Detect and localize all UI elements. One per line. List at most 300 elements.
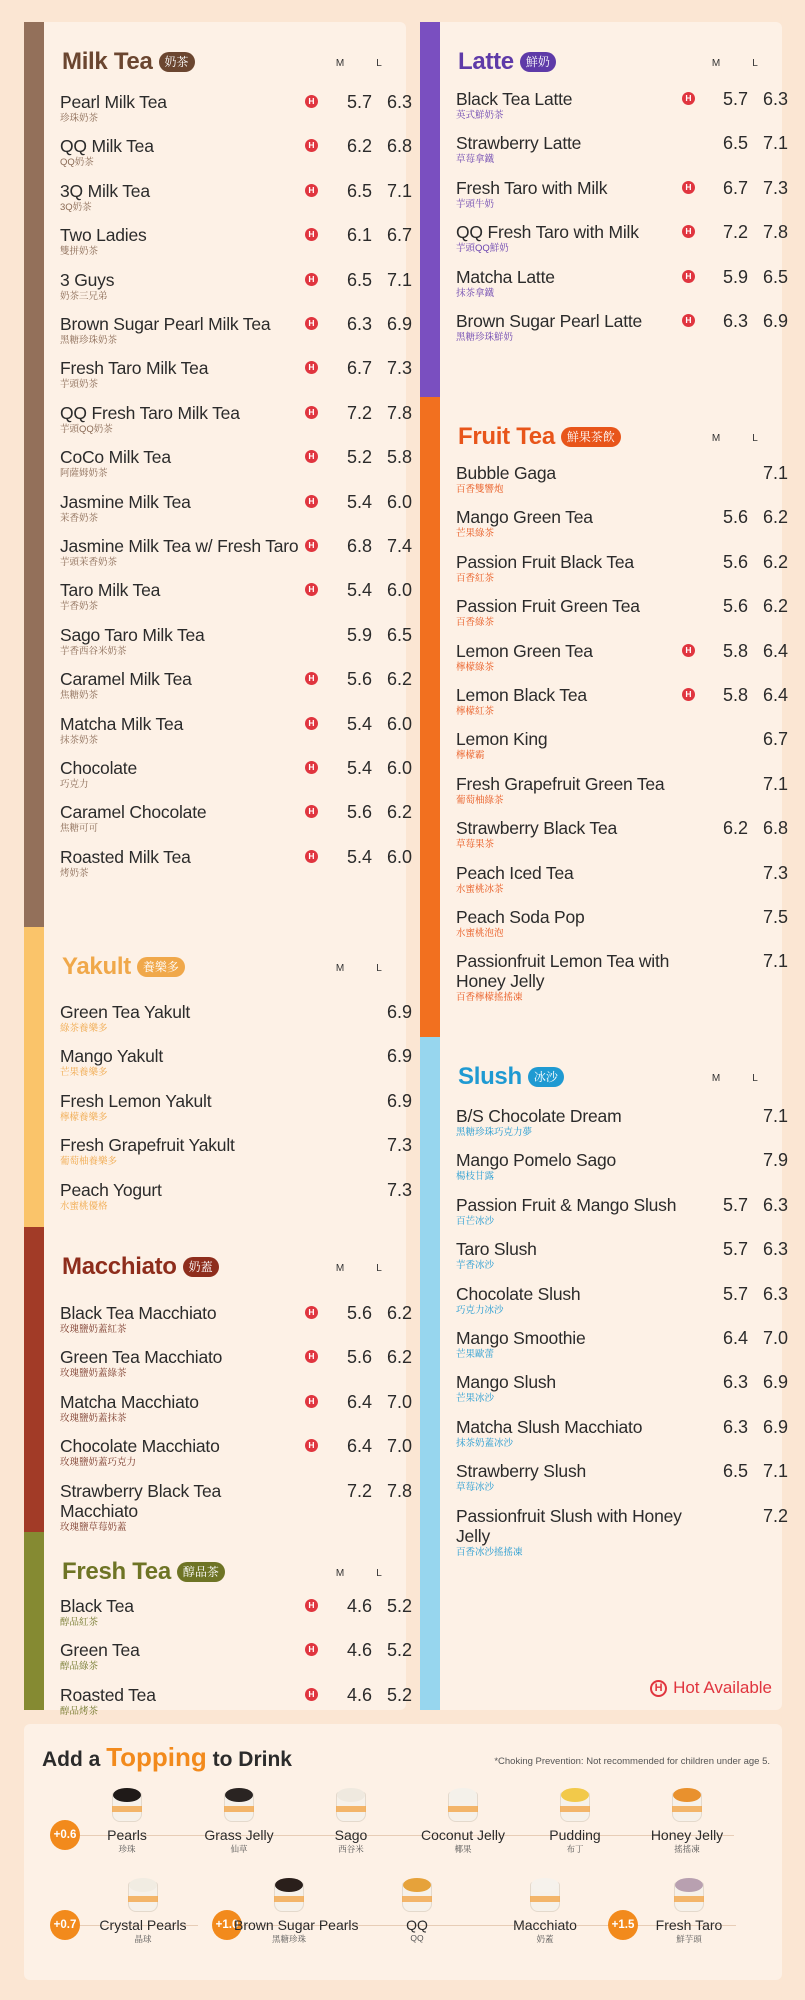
price-large: 7.5 (762, 907, 788, 927)
menu-item (456, 1194, 788, 1235)
menu-item (456, 1239, 788, 1279)
price-medium: 6.2 (722, 818, 748, 839)
price-large: 6.2 (762, 507, 788, 528)
price-large: 6.3 (386, 92, 412, 112)
hot-icon: H (682, 225, 695, 238)
price-medium: 6.5 (346, 269, 372, 290)
menu-item-name: QQ Milk Tea (60, 136, 154, 157)
menu-item (456, 862, 788, 903)
topping-panel (24, 1724, 782, 1980)
menu-item-chinese-name: 檸檬養樂多 (60, 1111, 108, 1123)
menu-item (60, 180, 412, 221)
price-large: 7.3 (386, 1135, 412, 1156)
topping-chinese-name: 仙草 (230, 1844, 248, 1854)
menu-item-name: Caramel Chocolate (60, 802, 207, 823)
menu-item-name: Fresh Grapefruit Green Tea (456, 773, 665, 794)
menu-item (60, 1046, 412, 1086)
menu-item (456, 951, 788, 1004)
hot-icon: H (305, 95, 318, 108)
menu-item-name: Fresh Taro Milk Tea (60, 358, 209, 379)
price-large: 7.1 (762, 133, 788, 154)
price-medium: 4.6 (346, 1684, 372, 1705)
price-large: 6.0 (386, 580, 412, 601)
menu-item (60, 136, 412, 176)
menu-item-name: Strawberry Black Tea Macchiato (60, 1480, 222, 1521)
menu-item-chinese-name: 奶茶三兄弟 (60, 290, 108, 302)
hot-icon: H (305, 1599, 318, 1612)
menu-item-chinese-name: 抹茶奶蓋冰沙 (456, 1437, 514, 1449)
menu-item (60, 1596, 412, 1636)
menu-item-name: Fresh Taro with Milk (456, 177, 608, 198)
hot-icon: H (305, 1395, 318, 1408)
menu-item (60, 447, 412, 487)
menu-item (456, 133, 788, 173)
size-header-l: L (752, 433, 758, 444)
menu-item (456, 818, 788, 858)
menu-item-name: Green Tea Macchiato (60, 1347, 223, 1368)
menu-item-chinese-name: 焦糖可可 (60, 823, 99, 835)
menu-item-chinese-name: 百香綠茶 (456, 617, 495, 629)
menu-item (456, 729, 788, 769)
price-medium: 5.7 (722, 1239, 748, 1260)
menu-item (60, 758, 412, 798)
section-header (62, 1558, 225, 1586)
menu-item-name: Passionfruit Lemon Tea with Honey Jelly (456, 951, 670, 992)
price-large: 6.7 (762, 729, 788, 750)
menu-item (456, 596, 788, 636)
price-large: 7.3 (386, 1179, 412, 1200)
section-latte (420, 22, 788, 397)
price-medium: 7.2 (722, 222, 748, 243)
topping-title (42, 1742, 292, 1773)
topping-name: Grass Jelly (204, 1827, 274, 1843)
menu-item-chinese-name: 檸檬霸 (456, 750, 485, 762)
menu-item-chinese-name: 楊枝甘露 (456, 1171, 495, 1183)
menu-item (456, 1416, 788, 1457)
section-title: Fruit Tea (458, 423, 555, 450)
menu-item-chinese-name: 玫瑰鹽奶蓋紅茶 (60, 1324, 127, 1335)
hot-icon: H (305, 1688, 318, 1701)
hot-icon: H (305, 450, 318, 463)
hot-icon: H (682, 314, 695, 327)
price-large: 6.3 (762, 1194, 788, 1215)
topping-price-badge: +0.7 (50, 1910, 80, 1940)
menu-item-chinese-name: 抹茶拿鐵 (456, 287, 495, 299)
menu-item (60, 1179, 412, 1220)
price-medium: 6.3 (722, 1372, 748, 1393)
section-header (62, 953, 185, 981)
topping-item (520, 1784, 630, 1855)
section-header (62, 48, 195, 76)
size-header-l: L (376, 1263, 382, 1274)
menu-item-chinese-name: 焦糖奶茶 (60, 690, 99, 702)
menu-item (456, 773, 788, 814)
menu-item-chinese-name: 玫瑰鹽草莓奶蓋 (60, 1521, 127, 1533)
menu-item-name: QQ Fresh Taro Milk Tea (60, 402, 240, 423)
section-header (458, 423, 621, 451)
menu-item-chinese-name: 檸檬紅茶 (456, 706, 495, 717)
menu-item-name: Lemon Green Tea (456, 640, 593, 661)
hot-icon: H (682, 181, 695, 194)
topping-chinese-name: 晶球 (134, 1934, 152, 1944)
menu-item-chinese-name: 芋頭茉香奶茶 (60, 557, 118, 568)
price-medium: 7.2 (346, 1480, 372, 1501)
menu-item (60, 846, 412, 887)
menu-item (60, 92, 412, 132)
menu-item-name: Strawberry Black Tea (456, 818, 618, 839)
menu-item-name: Taro Slush (456, 1239, 537, 1260)
menu-item-name: Roasted Tea (60, 1684, 156, 1705)
menu-item-name: Brown Sugar Pearl Latte (456, 311, 643, 331)
price-medium: 5.4 (346, 580, 372, 601)
hot-icon: H (305, 850, 318, 863)
section-title: Fresh Tea (62, 1558, 171, 1585)
hot-icon: H (305, 495, 318, 508)
menu-item-name: Caramel Milk Tea (60, 669, 192, 690)
menu-item-chinese-name: 芒果歐蕾 (456, 1349, 495, 1360)
topping-name: Honey Jelly (650, 1827, 724, 1843)
menu-item-name: Peach Yogurt (60, 1179, 162, 1200)
price-medium: 6.5 (722, 133, 748, 154)
menu-item (60, 624, 412, 665)
section-badge: 養樂多 (137, 957, 185, 977)
price-large: 6.3 (762, 1239, 788, 1260)
menu-item (456, 1106, 788, 1146)
menu-item (60, 358, 412, 398)
menu-item (60, 802, 412, 842)
topping-item (490, 1874, 600, 1945)
price-large: 5.8 (386, 447, 412, 468)
menu-item-name: Green Tea (60, 1640, 140, 1661)
topping-item (408, 1784, 518, 1855)
topping-price-badge: +1.0 (212, 1910, 242, 1940)
price-large: 7.9 (762, 1150, 788, 1171)
topping-title-pre: Add a (42, 1748, 101, 1771)
price-medium: 6.1 (346, 225, 372, 246)
menu-item-chinese-name: 百香冰沙搖搖凍 (456, 1546, 523, 1558)
menu-item-chinese-name: 芋頭QQ奶茶 (60, 423, 113, 435)
price-large: 6.9 (386, 1046, 412, 1067)
menu-item-chinese-name: 芋香冰沙 (456, 1260, 495, 1272)
price-large: 6.4 (762, 640, 788, 661)
menu-item (60, 669, 412, 709)
size-header-m: M (335, 963, 345, 974)
topping-name: Fresh Taro (655, 1917, 723, 1933)
menu-item-chinese-name: 醇品紅茶 (60, 1617, 99, 1628)
price-large: 7.1 (762, 463, 788, 483)
price-large: 6.7 (386, 225, 412, 246)
menu-item-chinese-name: 芒果冰沙 (456, 1393, 495, 1405)
menu-item-chinese-name: 阿薩姆奶茶 (60, 468, 108, 480)
topping-cup-icon (525, 1874, 565, 1914)
menu-item (60, 225, 412, 265)
price-large: 7.8 (386, 402, 412, 423)
price-large: 6.2 (386, 669, 412, 690)
menu-item (456, 1283, 788, 1324)
menu-item (456, 222, 788, 262)
menu-item-name: Black Tea Latte (456, 89, 573, 109)
menu-item-name: Passion Fruit Black Tea (456, 551, 634, 572)
section-title: Yakult (62, 953, 131, 980)
menu-item-chinese-name: QQ奶茶 (60, 157, 94, 169)
hot-icon: H (305, 1439, 318, 1452)
topping-chinese-name: 鮮芋頭 (676, 1934, 702, 1944)
hot-icon: H (305, 317, 318, 330)
price-medium: 5.8 (722, 640, 748, 661)
topping-chinese-name: QQ (410, 1933, 424, 1943)
menu-item (60, 1436, 412, 1476)
hot-icon: H (682, 270, 695, 283)
price-large: 7.3 (762, 177, 788, 198)
menu-item-name: CoCo Milk Tea (60, 447, 171, 468)
topping-name: Brown Sugar Pearls (234, 1917, 359, 1933)
price-medium: 6.7 (722, 177, 748, 198)
hot-icon: H (305, 761, 318, 774)
price-large: 6.5 (762, 266, 788, 287)
menu-item-name: Sago Taro Milk Tea (60, 624, 205, 645)
menu-item (60, 1347, 412, 1387)
price-large: 6.4 (762, 685, 788, 705)
menu-item-name: Chocolate (60, 758, 138, 778)
price-medium: 5.9 (346, 624, 372, 645)
menu-item-chinese-name: 檸檬綠茶 (456, 661, 495, 673)
topping-name: Macchiato (513, 1917, 577, 1933)
price-large: 7.1 (386, 269, 412, 290)
menu-item-chinese-name: 玫瑰鹽奶蓋綠茶 (60, 1368, 127, 1380)
menu-item-name: Mango Pomelo Sago (456, 1150, 617, 1171)
menu-item-name: Two Ladies (60, 225, 147, 246)
section-badge: 醇品茶 (177, 1562, 225, 1582)
menu-item-chinese-name: 抹茶奶茶 (60, 734, 99, 746)
price-medium: 6.4 (346, 1391, 372, 1412)
menu-item-chinese-name: 芋頭QQ鮮奶 (456, 243, 509, 255)
menu-item (456, 463, 788, 503)
hot-icon: H (305, 805, 318, 818)
price-large: 6.2 (762, 551, 788, 572)
price-large: 6.9 (386, 314, 412, 334)
hot-icon: H (305, 717, 318, 730)
topping-item (632, 1784, 742, 1855)
price-medium: 4.6 (346, 1640, 372, 1661)
topping-cup-icon (397, 1874, 437, 1914)
menu-item (60, 1135, 412, 1175)
price-large: 7.1 (762, 951, 788, 972)
section-header (62, 1253, 219, 1281)
section-header (458, 48, 556, 76)
menu-item-chinese-name: 芋香西谷米奶茶 (60, 645, 127, 657)
menu-item-name: Mango Yakult (60, 1046, 163, 1067)
hot-icon: H (305, 361, 318, 374)
hot-icon: H (305, 672, 318, 685)
price-medium: 5.7 (722, 89, 748, 109)
menu-item-name: Passionfruit Slush with Honey Jelly (456, 1505, 682, 1546)
price-medium: 5.6 (346, 1303, 372, 1323)
section-badge: 鮮奶 (520, 52, 556, 72)
topping-cup-icon (219, 1784, 259, 1824)
menu-item-name: Strawberry Latte (456, 133, 582, 154)
menu-item-name: Passion Fruit & Mango Slush (456, 1194, 677, 1215)
menu-item-chinese-name: 葡萄柚養樂多 (60, 1156, 118, 1168)
price-large: 7.0 (386, 1436, 412, 1457)
price-medium: 5.7 (722, 1194, 748, 1215)
menu-item-name: Lemon Black Tea (456, 685, 587, 705)
menu-item (60, 1640, 412, 1680)
price-large: 6.8 (386, 136, 412, 157)
price-medium: 5.7 (346, 92, 372, 112)
price-large: 6.8 (762, 818, 788, 839)
section-title: Latte (458, 48, 514, 75)
topping-chinese-name: 布丁 (566, 1844, 584, 1854)
menu-item-chinese-name: 百香雙響炮 (456, 484, 504, 495)
topping-cup-icon (443, 1784, 483, 1824)
section-title: Macchiato (62, 1253, 177, 1280)
menu-item-chinese-name: 巧克力 (60, 779, 89, 790)
menu-item-name: Pearl Milk Tea (60, 92, 167, 112)
menu-item-chinese-name: 水蜜桃冰茶 (456, 883, 504, 895)
topping-cup-icon (669, 1874, 709, 1914)
choking-warning: *Choking Prevention: Not recommended for children under age 5. (494, 1756, 770, 1767)
topping-cup-icon (331, 1784, 371, 1824)
menu-item-name: Taro Milk Tea (60, 580, 161, 601)
menu-item (60, 402, 412, 443)
price-large: 6.0 (386, 846, 412, 867)
menu-item-name: Fresh Grapefruit Yakult (60, 1135, 235, 1156)
price-medium: 5.4 (346, 491, 372, 512)
price-large: 7.0 (762, 1328, 788, 1348)
menu-item (60, 1391, 412, 1432)
menu-item-chinese-name: 百香檸檬搖搖凍 (456, 992, 523, 1004)
price-medium: 5.4 (346, 758, 372, 778)
price-large: 5.2 (386, 1596, 412, 1616)
menu-item (456, 1150, 788, 1190)
menu-item-name: Chocolate Macchiato (60, 1436, 220, 1457)
price-large: 5.2 (386, 1640, 412, 1661)
menu-item-name: Bubble Gaga (456, 463, 556, 483)
size-header-m: M (711, 58, 721, 69)
hot-icon: H (305, 184, 318, 197)
menu-item (60, 491, 412, 532)
price-large: 7.1 (762, 1106, 788, 1126)
menu-item-name: 3Q Milk Tea (60, 180, 150, 201)
price-medium: 5.4 (346, 846, 372, 867)
menu-item-chinese-name: 芒果養樂多 (60, 1067, 108, 1079)
menu-item (456, 266, 788, 307)
menu-item (456, 1372, 788, 1412)
size-header-m: M (335, 1568, 345, 1579)
menu-item-chinese-name: 英式鮮奶茶 (456, 110, 504, 121)
menu-item-chinese-name: 黑糖珍珠奶茶 (60, 335, 118, 346)
price-medium: 6.4 (346, 1436, 372, 1457)
menu-item-chinese-name: 芋頭牛奶 (456, 198, 495, 210)
menu-item-chinese-name: 玫瑰鹽奶蓋巧克力 (60, 1457, 137, 1469)
price-large: 6.0 (386, 713, 412, 734)
price-large: 7.0 (386, 1391, 412, 1412)
price-large: 6.0 (386, 758, 412, 778)
menu-item (456, 640, 788, 681)
topping-item (234, 1874, 359, 1945)
topping-name: Pearls (107, 1827, 147, 1843)
menu-item-chinese-name: 芋頭奶茶 (60, 379, 99, 391)
menu-item-chinese-name: 茉香奶茶 (60, 512, 99, 524)
menu-item-name: Matcha Milk Tea (60, 713, 184, 734)
topping-cup-icon (269, 1874, 309, 1914)
topping-cup-icon (555, 1784, 595, 1824)
menu-item-name: Strawberry Slush (456, 1461, 587, 1482)
hot-icon: H (305, 1306, 318, 1319)
menu-item-name: Peach Iced Tea (456, 862, 574, 883)
price-medium: 6.4 (722, 1328, 748, 1348)
menu-item-chinese-name: 芒果綠茶 (456, 528, 495, 540)
price-medium: 6.5 (722, 1461, 748, 1482)
hot-icon: H (305, 1643, 318, 1656)
topping-item (72, 1784, 182, 1855)
menu-item (456, 507, 788, 547)
menu-item (456, 1328, 788, 1368)
menu-item-name: B/S Chocolate Dream (456, 1106, 622, 1126)
menu-item-chinese-name: 葡萄柚綠茶 (456, 794, 504, 806)
section-header (458, 1063, 564, 1091)
price-large: 6.2 (386, 1347, 412, 1368)
price-large: 7.3 (762, 862, 788, 883)
section-badge: 冰沙 (528, 1067, 564, 1087)
topping-chinese-name: 西谷米 (338, 1844, 364, 1854)
topping-name: QQ (406, 1917, 428, 1933)
price-medium: 6.3 (346, 314, 372, 334)
size-header-l: L (376, 58, 382, 69)
section-badge: 鮮果茶飲 (561, 427, 621, 447)
menu-item (456, 177, 788, 218)
price-large: 7.1 (762, 1461, 788, 1482)
menu-item-chinese-name: 珍珠奶茶 (60, 113, 99, 124)
menu-item-chinese-name: 醇品烤茶 (60, 1705, 99, 1717)
price-medium: 5.6 (346, 1347, 372, 1368)
menu-item (456, 685, 788, 725)
menu-item-chinese-name: 草莓果茶 (456, 839, 495, 851)
topping-chinese-name: 搖搖凍 (674, 1844, 700, 1854)
menu-item-chinese-name: 醇品綠茶 (60, 1661, 99, 1673)
section-fruit (420, 397, 788, 1037)
size-header-m: M (335, 58, 345, 69)
topping-title-post: to Drink (212, 1748, 292, 1771)
menu-item-name: Mango Slush (456, 1372, 556, 1393)
price-medium: 5.4 (346, 713, 372, 734)
price-medium: 5.6 (722, 596, 748, 617)
menu-item-name: Mango Smoothie (456, 1328, 586, 1348)
topping-name: Sago (334, 1827, 368, 1843)
menu-item (60, 713, 412, 754)
section-milk (24, 22, 412, 927)
menu-item-chinese-name: 水蜜桃優格 (60, 1200, 108, 1212)
section-macchiato (24, 1227, 412, 1533)
price-large: 6.5 (386, 624, 412, 645)
section-yakult (24, 927, 412, 1227)
menu-item (456, 1461, 788, 1501)
section-fresh (24, 1532, 412, 1717)
price-medium: 5.8 (722, 685, 748, 705)
menu-item-name: Matcha Macchiato (60, 1391, 199, 1412)
menu-item-chinese-name: 綠茶養樂多 (60, 1023, 108, 1034)
menu-item-name: Peach Soda Pop (456, 907, 585, 927)
hot-icon: H (305, 539, 318, 552)
menu-item-chinese-name: 烤奶茶 (60, 867, 89, 879)
menu-item (456, 89, 788, 129)
section-title: Milk Tea (62, 48, 153, 75)
menu-item-name: Passion Fruit Green Tea (456, 596, 640, 617)
menu-item (60, 1002, 412, 1042)
price-large: 7.2 (762, 1505, 788, 1526)
menu-item-name: QQ Fresh Taro with Milk (456, 222, 639, 243)
price-large: 6.2 (762, 596, 788, 617)
